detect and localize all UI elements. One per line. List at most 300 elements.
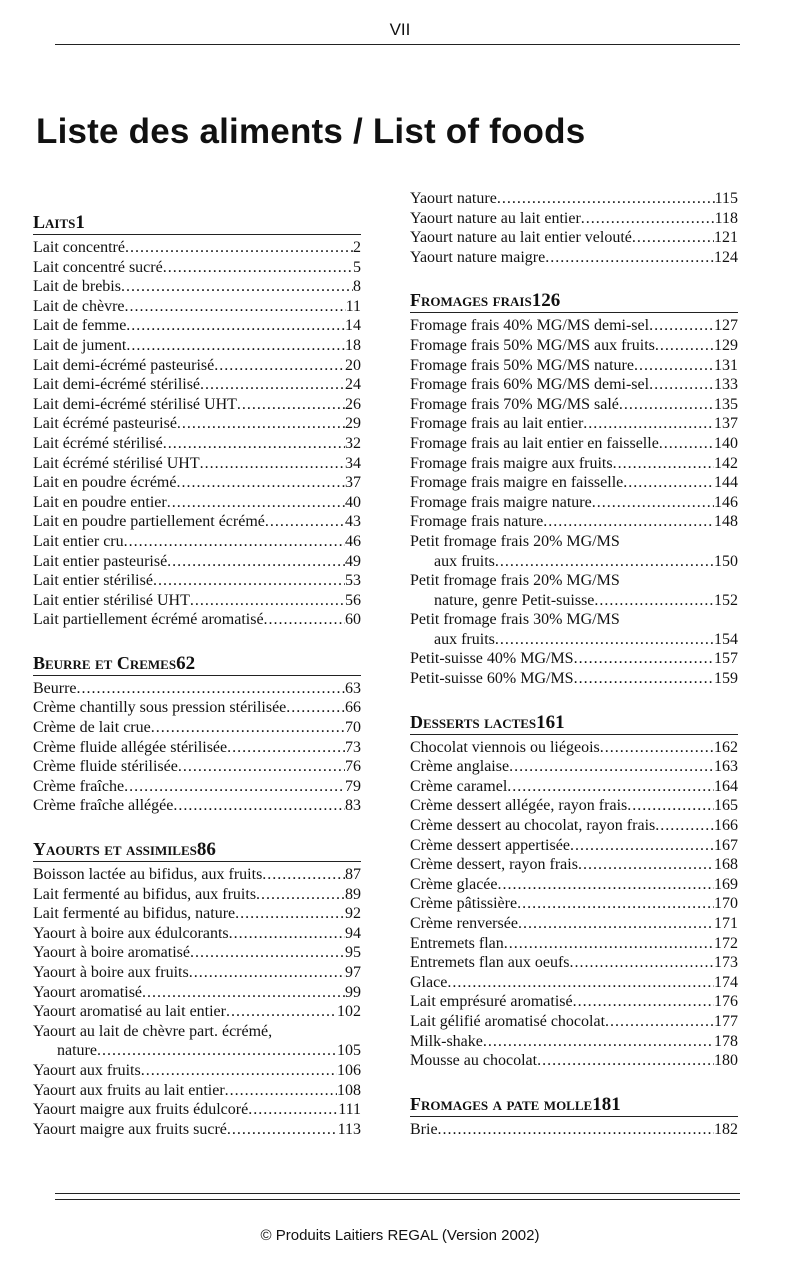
footer-rule-bottom bbox=[55, 1199, 740, 1200]
toc-entry[interactable] bbox=[410, 934, 738, 954]
entry-row bbox=[410, 591, 738, 611]
entry-row bbox=[33, 610, 361, 630]
toc-entry[interactable] bbox=[33, 924, 361, 944]
section-page-number: 62 bbox=[176, 652, 196, 674]
entry-page-number: 148 bbox=[714, 513, 738, 531]
dot-leader bbox=[655, 336, 714, 356]
toc-entry[interactable] bbox=[33, 336, 361, 356]
entry-row bbox=[33, 297, 361, 317]
entry-label: Lait entier stérilisé UHT bbox=[33, 591, 190, 609]
toc-entry[interactable] bbox=[410, 816, 738, 836]
toc-entry[interactable] bbox=[410, 532, 738, 571]
toc-entry[interactable] bbox=[410, 1012, 738, 1032]
entry-label: Entremets flan aux oeufs bbox=[410, 954, 570, 972]
toc-entry[interactable] bbox=[410, 875, 738, 895]
entry-page-number: 89 bbox=[345, 885, 361, 903]
dot-leader bbox=[573, 992, 714, 1012]
entry-row bbox=[410, 777, 738, 797]
section-page-number: 161 bbox=[536, 711, 565, 733]
entry-row bbox=[410, 316, 738, 336]
dot-leader bbox=[574, 669, 714, 689]
dot-leader bbox=[125, 238, 353, 258]
entry-label-line1: Yaourt au lait de chèvre part. écrémé, bbox=[33, 1022, 273, 1040]
entry-row bbox=[410, 992, 738, 1012]
toc-entry[interactable] bbox=[33, 885, 361, 905]
entry-row bbox=[33, 591, 361, 611]
entry-label: Yaourt à boire aux fruits bbox=[33, 964, 189, 981]
entry-row bbox=[33, 532, 361, 552]
toc-entry[interactable] bbox=[33, 258, 361, 278]
entry-row bbox=[33, 698, 361, 718]
dot-leader bbox=[190, 591, 345, 611]
dot-leader bbox=[167, 552, 345, 572]
entry-page-number: 2 bbox=[353, 239, 361, 256]
entry-page-number: 129 bbox=[714, 336, 738, 354]
toc-entry[interactable] bbox=[410, 610, 738, 649]
entry-label: Yaourt à boire aromatisé bbox=[33, 944, 190, 962]
entry-label: Lait demi-écrémé stérilisé bbox=[33, 376, 201, 394]
section-heading-label: Beurre et Cremes bbox=[33, 652, 177, 673]
toc-entry[interactable] bbox=[410, 493, 738, 513]
toc-entry[interactable] bbox=[410, 316, 738, 336]
entry-page-number: 95 bbox=[345, 944, 361, 962]
entry-row bbox=[33, 375, 361, 395]
entry-label: Crème dessert au chocolat, rayon frais bbox=[410, 817, 656, 835]
dot-leader bbox=[163, 434, 345, 454]
entry-page-number: 166 bbox=[714, 817, 738, 835]
entry-row bbox=[410, 1120, 738, 1140]
toc-entry[interactable] bbox=[33, 983, 361, 1003]
dot-leader bbox=[600, 738, 714, 758]
entry-label: Fromage frais au lait entier en faisselle bbox=[410, 434, 659, 452]
entry-label: Crème glacée bbox=[410, 875, 498, 893]
entry-row bbox=[33, 963, 361, 983]
entry-label: Crème fraîche bbox=[33, 777, 125, 795]
entry-row bbox=[33, 943, 361, 963]
toc-entry[interactable] bbox=[410, 953, 738, 973]
entry-row bbox=[33, 258, 361, 278]
entry-page-number: 26 bbox=[345, 395, 361, 413]
toc-entry[interactable] bbox=[410, 738, 738, 758]
toc-section bbox=[410, 289, 738, 688]
entry-row bbox=[410, 1032, 738, 1052]
entry-row bbox=[410, 757, 738, 777]
entry-label: Yaourt aux fruits au lait entier bbox=[33, 1081, 225, 1099]
entry-row bbox=[410, 473, 738, 493]
toc-entry[interactable] bbox=[33, 943, 361, 963]
section-page-number: 86 bbox=[196, 839, 216, 861]
dot-leader bbox=[578, 855, 714, 875]
entry-row bbox=[410, 414, 738, 434]
entry-page-number: 102 bbox=[337, 1003, 361, 1021]
toc-entry[interactable] bbox=[410, 434, 738, 454]
entry-label: Yaourt nature bbox=[410, 190, 497, 207]
toc-entry[interactable] bbox=[410, 796, 738, 816]
dot-leader bbox=[124, 777, 345, 797]
entry-page-number: 150 bbox=[714, 552, 738, 570]
dot-leader bbox=[226, 1002, 337, 1022]
toc-entry[interactable] bbox=[33, 316, 361, 336]
entry-row bbox=[410, 649, 738, 669]
toc-entry[interactable] bbox=[33, 571, 361, 591]
dot-leader bbox=[634, 356, 714, 376]
entry-page-number: 97 bbox=[345, 964, 361, 981]
dot-leader bbox=[189, 963, 345, 983]
entry-label: Yaourt aux fruits bbox=[33, 1061, 141, 1079]
toc-entry[interactable] bbox=[33, 414, 361, 434]
toc-entry[interactable] bbox=[410, 1032, 738, 1052]
toc-entry[interactable] bbox=[33, 1120, 361, 1140]
section-heading[interactable] bbox=[410, 289, 738, 313]
dot-leader bbox=[173, 796, 345, 816]
entry-page-number: 180 bbox=[714, 1052, 738, 1070]
entry-row bbox=[410, 1012, 738, 1032]
entry-label-line1: Petit fromage frais 20% MG/MS bbox=[410, 572, 620, 590]
entry-label: Fromage frais 40% MG/MS demi-sel bbox=[410, 317, 650, 335]
toc-entry[interactable] bbox=[410, 669, 738, 689]
dot-leader bbox=[126, 336, 345, 356]
entry-label: Lait entier stérilisé bbox=[33, 572, 153, 590]
entry-label: Crème fluide allégée stérilisée bbox=[33, 738, 228, 756]
entry-row bbox=[33, 865, 361, 885]
entry-page-number: 94 bbox=[345, 924, 361, 942]
entry-page-number: 171 bbox=[714, 915, 738, 932]
entry-label: Crème renversée bbox=[410, 915, 518, 932]
entry-label: Yaourt à boire aux édulcorants bbox=[33, 924, 229, 942]
entry-page-number: 167 bbox=[714, 836, 738, 854]
entry-label: Glace bbox=[410, 973, 448, 991]
entry-page-number: 142 bbox=[714, 454, 738, 472]
dot-leader bbox=[262, 865, 345, 885]
entry-label: Petit-suisse 40% MG/MS bbox=[410, 650, 574, 668]
entry-page-number: 135 bbox=[714, 395, 738, 413]
dot-leader bbox=[77, 679, 345, 699]
entry-page-number: 49 bbox=[345, 552, 361, 570]
entry-label: Entremets flan bbox=[410, 934, 504, 952]
entry-page-number: 56 bbox=[345, 591, 361, 609]
toc-entry[interactable] bbox=[33, 904, 361, 924]
dot-leader bbox=[613, 454, 714, 474]
toc-entry[interactable] bbox=[33, 1002, 361, 1022]
dot-leader bbox=[509, 757, 714, 777]
toc-entry[interactable] bbox=[410, 894, 738, 914]
toc-entry[interactable] bbox=[410, 1120, 738, 1140]
entry-row bbox=[33, 796, 361, 816]
page-number: VII bbox=[389, 20, 411, 39]
toc-entry[interactable] bbox=[33, 796, 361, 816]
entry-page-number: 87 bbox=[345, 866, 361, 884]
entry-label: Lait de brebis bbox=[33, 278, 121, 296]
entry-page-number: 159 bbox=[714, 670, 738, 688]
toc-section bbox=[410, 711, 738, 1071]
dot-leader bbox=[605, 1012, 714, 1032]
entry-label: Fromage frais au lait entier bbox=[410, 415, 584, 433]
entry-label: Chocolat viennois ou liégeois bbox=[410, 738, 600, 756]
section-page-number: 126 bbox=[531, 290, 561, 312]
entry-label: Fromage frais maigre nature bbox=[410, 493, 592, 511]
dot-leader bbox=[447, 973, 714, 993]
entry-label: Lait partiellement écrémé aromatisé bbox=[33, 611, 264, 629]
entry-row bbox=[33, 316, 361, 336]
toc-entry[interactable] bbox=[410, 395, 738, 415]
dot-leader bbox=[649, 375, 714, 395]
entry-row bbox=[33, 1061, 361, 1081]
toc-entry[interactable] bbox=[410, 914, 738, 934]
dot-leader bbox=[517, 894, 714, 914]
entry-label: Crème pâtissière bbox=[410, 895, 518, 913]
entry-row bbox=[33, 904, 361, 924]
entry-label: Fromage frais 60% MG/MS demi-sel bbox=[410, 376, 650, 394]
entry-label: Fromage frais maigre aux fruits bbox=[410, 454, 613, 472]
entry-label: aux fruits bbox=[434, 630, 495, 648]
section-heading-label: Fromages frais bbox=[410, 290, 532, 311]
entry-row bbox=[33, 1081, 361, 1101]
entry-page-number: 137 bbox=[714, 415, 738, 433]
toc-entry[interactable] bbox=[410, 473, 738, 493]
toc-entry[interactable] bbox=[410, 375, 738, 395]
footer-rule-top bbox=[55, 1193, 740, 1194]
toc-entry[interactable] bbox=[410, 777, 738, 797]
toc-entry[interactable] bbox=[33, 865, 361, 885]
entry-label: Brie bbox=[410, 1120, 438, 1138]
entry-page-number: 99 bbox=[345, 983, 361, 1001]
section-page-number: 181 bbox=[592, 1093, 621, 1115]
entry-page-number: 115 bbox=[714, 190, 738, 207]
toc-entry[interactable] bbox=[410, 512, 738, 532]
toc-entry[interactable] bbox=[33, 1100, 361, 1120]
entry-row bbox=[410, 248, 738, 268]
entry-row bbox=[33, 1100, 361, 1120]
toc-entry[interactable] bbox=[410, 356, 738, 376]
dot-leader bbox=[659, 434, 714, 454]
toc-entry[interactable] bbox=[33, 610, 361, 630]
dot-leader bbox=[124, 532, 345, 552]
entry-page-number: 20 bbox=[345, 356, 361, 374]
entry-label: Lait écrémé stérilisé bbox=[33, 434, 163, 452]
toc-entry[interactable] bbox=[410, 189, 738, 209]
entry-row bbox=[410, 630, 738, 650]
toc-entry[interactable] bbox=[410, 649, 738, 669]
dot-leader bbox=[121, 277, 353, 297]
entry-label: Lait en poudre partiellement écrémé bbox=[33, 513, 265, 531]
entry-page-number: 32 bbox=[345, 434, 361, 452]
entry-label: Yaourt aromatisé au lait entier bbox=[33, 1003, 226, 1021]
toc-entry[interactable] bbox=[410, 209, 738, 229]
entry-label: Lait en poudre entier bbox=[33, 493, 167, 511]
toc-entry[interactable] bbox=[33, 552, 361, 572]
section-heading[interactable] bbox=[33, 211, 361, 235]
right-column bbox=[410, 189, 738, 1161]
entry-label: Crème fluide stérilisée bbox=[33, 758, 178, 776]
entry-label: Lait de jument bbox=[33, 336, 127, 354]
dot-leader bbox=[167, 493, 345, 513]
entry-page-number: 105 bbox=[337, 1042, 361, 1060]
toc-entry[interactable] bbox=[33, 375, 361, 395]
dot-leader bbox=[125, 297, 346, 317]
entry-row bbox=[410, 209, 738, 229]
dot-leader bbox=[483, 1032, 714, 1052]
toc-entry[interactable] bbox=[33, 963, 361, 983]
toc-section bbox=[410, 189, 738, 267]
entry-page-number: 170 bbox=[714, 895, 738, 913]
entry-row bbox=[33, 395, 361, 415]
entry-row bbox=[410, 512, 738, 532]
entry-label: Lait écrémé stérilisé UHT bbox=[33, 454, 200, 472]
entry-page-number: 83 bbox=[345, 797, 361, 815]
entry-page-number: 53 bbox=[345, 572, 361, 590]
toc-entry[interactable] bbox=[410, 836, 738, 856]
toc-entry[interactable] bbox=[33, 591, 361, 611]
toc-entry[interactable] bbox=[33, 1061, 361, 1081]
entry-page-number: 164 bbox=[714, 777, 738, 795]
dot-leader bbox=[574, 649, 714, 669]
entry-page-number: 29 bbox=[345, 415, 361, 433]
dot-leader bbox=[495, 552, 714, 572]
entry-row bbox=[33, 277, 361, 297]
entry-row bbox=[410, 375, 738, 395]
toc-entry[interactable] bbox=[410, 571, 738, 610]
entry-label: Fromage frais nature bbox=[410, 513, 544, 531]
entry-label: nature, genre Petit-suisse bbox=[434, 591, 595, 609]
toc-entry[interactable] bbox=[33, 434, 361, 454]
entry-page-number: 182 bbox=[714, 1120, 738, 1138]
toc-entry[interactable] bbox=[410, 454, 738, 474]
dot-leader bbox=[200, 454, 345, 474]
entry-row bbox=[33, 493, 361, 513]
entry-label: Fromage frais 50% MG/MS aux fruits bbox=[410, 336, 655, 354]
entry-label: Lait fermenté au bifidus, aux fruits bbox=[33, 885, 257, 903]
header-rule bbox=[55, 44, 740, 45]
dot-leader bbox=[507, 777, 714, 797]
toc-entry[interactable] bbox=[410, 414, 738, 434]
entry-label: Lait de chèvre bbox=[33, 297, 125, 315]
entry-row bbox=[410, 973, 738, 993]
entry-row bbox=[33, 512, 361, 532]
dot-leader bbox=[592, 493, 714, 513]
toc-entry[interactable] bbox=[33, 512, 361, 532]
entry-page-number: 106 bbox=[337, 1061, 361, 1079]
toc-entry[interactable] bbox=[33, 532, 361, 552]
toc-entry[interactable] bbox=[33, 777, 361, 797]
entry-label: aux fruits bbox=[434, 552, 495, 570]
entry-label: Yaourt maigre aux fruits édulcoré bbox=[33, 1101, 249, 1119]
entry-page-number: 131 bbox=[714, 356, 738, 374]
entry-page-number: 154 bbox=[714, 630, 738, 648]
section-heading-label: Desserts lactes bbox=[410, 711, 537, 732]
toc-entry[interactable] bbox=[410, 248, 738, 268]
toc-entry[interactable] bbox=[410, 973, 738, 993]
entry-page-number: 76 bbox=[345, 758, 361, 776]
dot-leader bbox=[153, 571, 345, 591]
entry-page-number: 37 bbox=[345, 474, 361, 492]
dot-leader bbox=[265, 512, 345, 532]
toc-entry[interactable] bbox=[410, 855, 738, 875]
entry-label-line1: Petit fromage frais 30% MG/MS bbox=[410, 611, 620, 629]
toc-entry[interactable] bbox=[33, 718, 361, 738]
dot-leader bbox=[570, 836, 714, 856]
toc-entry[interactable] bbox=[410, 1051, 738, 1071]
entry-row bbox=[33, 414, 361, 434]
entry-page-number: 177 bbox=[714, 1012, 738, 1030]
section-heading[interactable] bbox=[33, 652, 361, 676]
toc-entry[interactable] bbox=[33, 297, 361, 317]
dot-leader bbox=[619, 395, 714, 415]
entry-row bbox=[410, 836, 738, 856]
dot-leader bbox=[498, 875, 715, 895]
entry-row bbox=[33, 738, 361, 758]
entry-row bbox=[33, 434, 361, 454]
entry-page-number: 157 bbox=[714, 650, 738, 668]
entry-page-number: 127 bbox=[714, 317, 738, 335]
dot-leader bbox=[142, 983, 345, 1003]
toc-entry[interactable] bbox=[33, 356, 361, 376]
toc-entry[interactable] bbox=[33, 493, 361, 513]
toc-entry[interactable] bbox=[33, 238, 361, 258]
dot-leader bbox=[177, 414, 345, 434]
entry-row bbox=[33, 757, 361, 777]
entry-label: Lait de femme bbox=[33, 317, 127, 335]
dot-leader bbox=[163, 258, 353, 278]
toc-entry[interactable] bbox=[33, 454, 361, 474]
dot-leader bbox=[151, 718, 345, 738]
entry-row bbox=[410, 855, 738, 875]
entry-row bbox=[33, 777, 361, 797]
toc-entry[interactable] bbox=[33, 738, 361, 758]
entry-label: Lait demi-écrémé pasteurisé bbox=[33, 356, 215, 374]
toc-entry[interactable] bbox=[33, 698, 361, 718]
dot-leader bbox=[623, 473, 714, 493]
toc-entry[interactable] bbox=[33, 1022, 361, 1061]
toc-entry[interactable] bbox=[33, 473, 361, 493]
entry-label: Boisson lactée au bifidus, aux fruits bbox=[33, 866, 263, 884]
toc-entry[interactable] bbox=[410, 228, 738, 248]
entry-page-number: 5 bbox=[353, 258, 361, 276]
entry-row bbox=[33, 238, 361, 258]
toc-entry[interactable] bbox=[33, 395, 361, 415]
entry-page-number: 92 bbox=[345, 905, 361, 923]
entry-row bbox=[410, 875, 738, 895]
entry-page-number: 11 bbox=[345, 297, 361, 315]
entry-row bbox=[33, 679, 361, 699]
entry-label: Crème chantilly sous pression stérilisée bbox=[33, 699, 287, 717]
dot-leader bbox=[126, 316, 345, 336]
toc-entry[interactable] bbox=[33, 757, 361, 777]
dot-leader bbox=[190, 943, 345, 963]
dot-leader bbox=[543, 512, 714, 532]
section-heading[interactable] bbox=[33, 838, 361, 862]
section-heading-label: Fromages a pate molle bbox=[410, 1093, 593, 1114]
toc-entry[interactable] bbox=[410, 992, 738, 1012]
toc-entry[interactable] bbox=[33, 679, 361, 699]
entry-label: Petit-suisse 60% MG/MS bbox=[410, 670, 574, 688]
toc-entry[interactable] bbox=[410, 336, 738, 356]
toc-entry[interactable] bbox=[33, 277, 361, 297]
entry-row bbox=[33, 473, 361, 493]
dot-leader bbox=[518, 914, 714, 934]
entry-page-number: 113 bbox=[337, 1120, 361, 1138]
section-heading-label: Laits bbox=[33, 212, 76, 232]
entry-row bbox=[410, 816, 738, 836]
section-heading[interactable] bbox=[410, 711, 738, 735]
entry-row bbox=[410, 552, 738, 572]
toc-entry[interactable] bbox=[410, 757, 738, 777]
dot-leader bbox=[237, 395, 345, 415]
dot-leader bbox=[594, 591, 714, 611]
toc-entry[interactable] bbox=[33, 1081, 361, 1101]
entry-label: Beurre bbox=[33, 679, 77, 697]
section-heading[interactable] bbox=[410, 1093, 738, 1117]
entry-page-number: 172 bbox=[714, 934, 738, 952]
